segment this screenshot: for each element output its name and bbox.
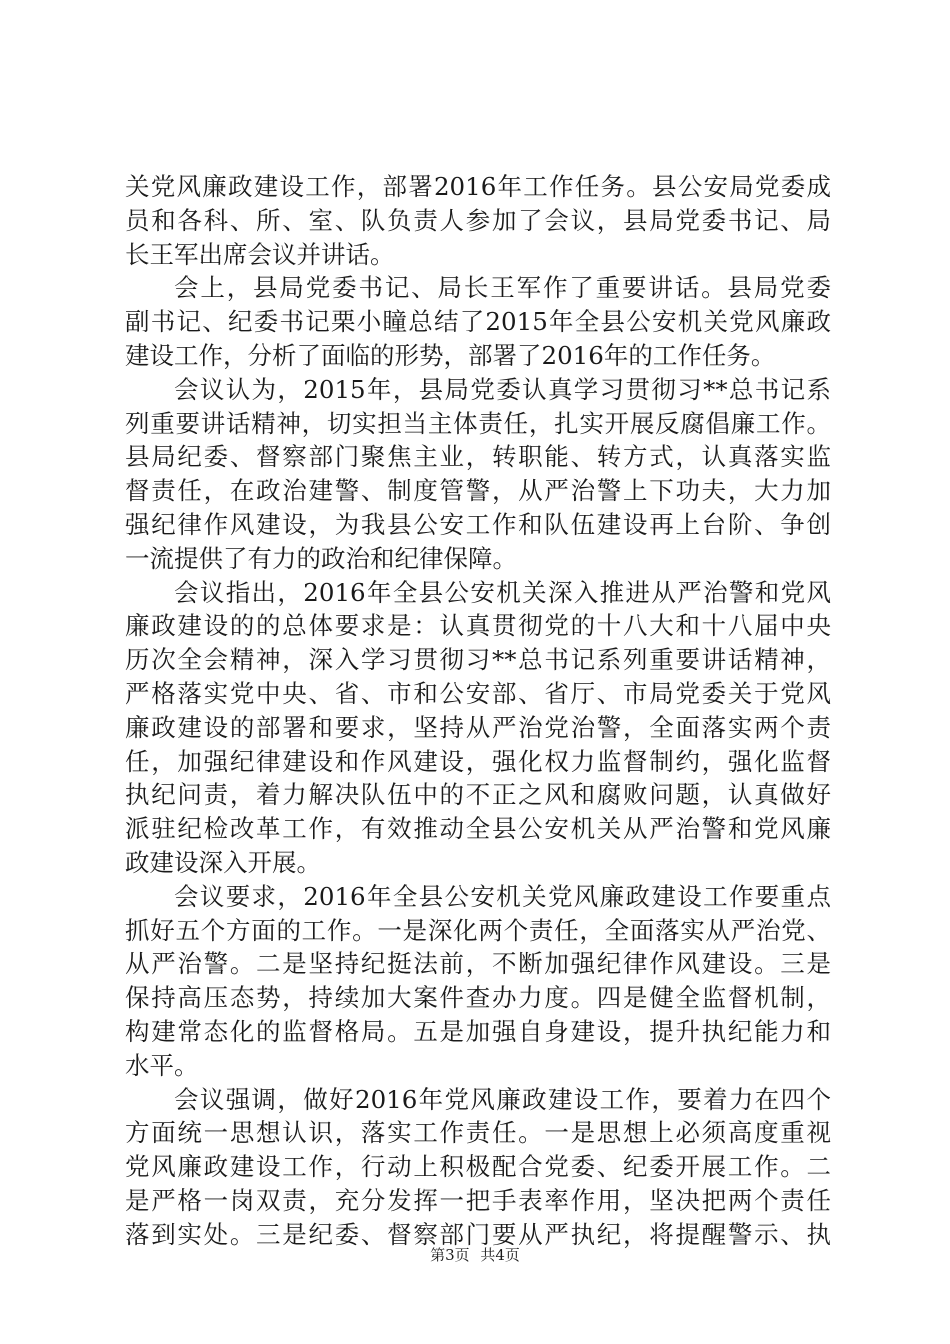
- text-line: 历次全会精神，深入学习贯彻习**总书记系列重要讲话精神，: [125, 645, 831, 675]
- text-line: 严格落实党中央、省、市和公安部、省厅、市局党委关于党风: [125, 678, 831, 708]
- text-line: 督责任，在政治建警、制度管警，从严治警上下功夫，大力加: [125, 476, 831, 506]
- text-line: 方面统一思想认识，落实工作责任。一是思想上必须高度重视: [125, 1118, 831, 1148]
- text-line: 抓好五个方面的工作。一是深化两个责任，全面落实从严治党、: [125, 915, 831, 945]
- text-line: 保持高压态势，持续加大案件查办力度。四是健全监督机制，: [125, 983, 831, 1013]
- page-number: 第3页: [430, 1246, 470, 1264]
- text-line: 从严治警。二是坚持纪挺法前，不断加强纪律作风建设。三是: [125, 949, 831, 979]
- text-line: 构建常态化的监督格局。五是加强自身建设，提升执纪能力和: [125, 1016, 831, 1046]
- text-line: 水平。: [125, 1050, 199, 1080]
- text-line: 党风廉政建设工作，行动上积极配合党委、纪委开展工作。二: [125, 1152, 831, 1182]
- text-line: 一流提供了有力的政治和纪律保障。: [125, 543, 517, 573]
- text-line: 政建设深入开展。: [125, 847, 321, 877]
- text-line: 会议认为，2015年，县局党委认真学习贯彻习**总书记系: [174, 374, 831, 404]
- page-total: 共4页: [480, 1246, 520, 1264]
- text-line: 任，加强纪律建设和作风建设，强化权力监督制约，强化监督: [125, 746, 831, 776]
- document-body: [125, 170, 831, 1252]
- text-line: 廉政建设的部署和要求，坚持从严治党治警，全面落实两个责: [125, 712, 831, 742]
- text-line: 县局纪委、督察部门聚焦主业，转职能、转方式，认真落实监: [125, 442, 831, 472]
- text-line: 执纪问责，着力解决队伍中的不正之风和腐败问题，认真做好: [125, 780, 831, 810]
- text-line: 会议强调，做好2016年党风廉政建设工作，要着力在四个: [174, 1084, 831, 1114]
- text-line: 副书记、纪委书记栗小瞳总结了2015年全县公安机关党风廉政: [125, 307, 831, 337]
- text-line: 建设工作，分析了面临的形势，部署了2016年的工作任务。: [125, 340, 776, 370]
- text-line: 员和各科、所、室、队负责人参加了会议，县局党委书记、局: [125, 205, 831, 235]
- text-line: 会上，县局党委书记、局长王军作了重要讲话。县局党委: [174, 273, 831, 303]
- text-line: 长王军出席会议并讲话。: [125, 239, 395, 269]
- text-line: 是严格一岗双责，充分发挥一把手表率作用，坚决把两个责任: [125, 1185, 831, 1215]
- text-line: 强纪律作风建设，为我县公安工作和队伍建设再上台阶、争创: [125, 509, 831, 539]
- text-line: 关党风廉政建设工作，部署2016年工作任务。县公安局党委成: [125, 172, 831, 201]
- text-line: 会议要求，2016年全县公安机关党风廉政建设工作要重点: [174, 881, 831, 911]
- text-line: 列重要讲话精神，切实担当主体责任，扎实开展反腐倡廉工作。: [125, 408, 831, 438]
- text-line: 派驻纪检改革工作，有效推动全县公安机关从严治警和党风廉: [125, 814, 831, 844]
- text-line: 廉政建设的的总体要求是：认真贯彻党的十八大和十八届中央: [125, 611, 831, 641]
- text-line: 会议指出，2016年全县公安机关深入推进从严治警和党风: [174, 577, 831, 607]
- page-footer: [0, 1245, 950, 1265]
- text-line: 落到实处。三是纪委、督察部门要从严执纪，将提醒警示、执: [125, 1219, 831, 1249]
